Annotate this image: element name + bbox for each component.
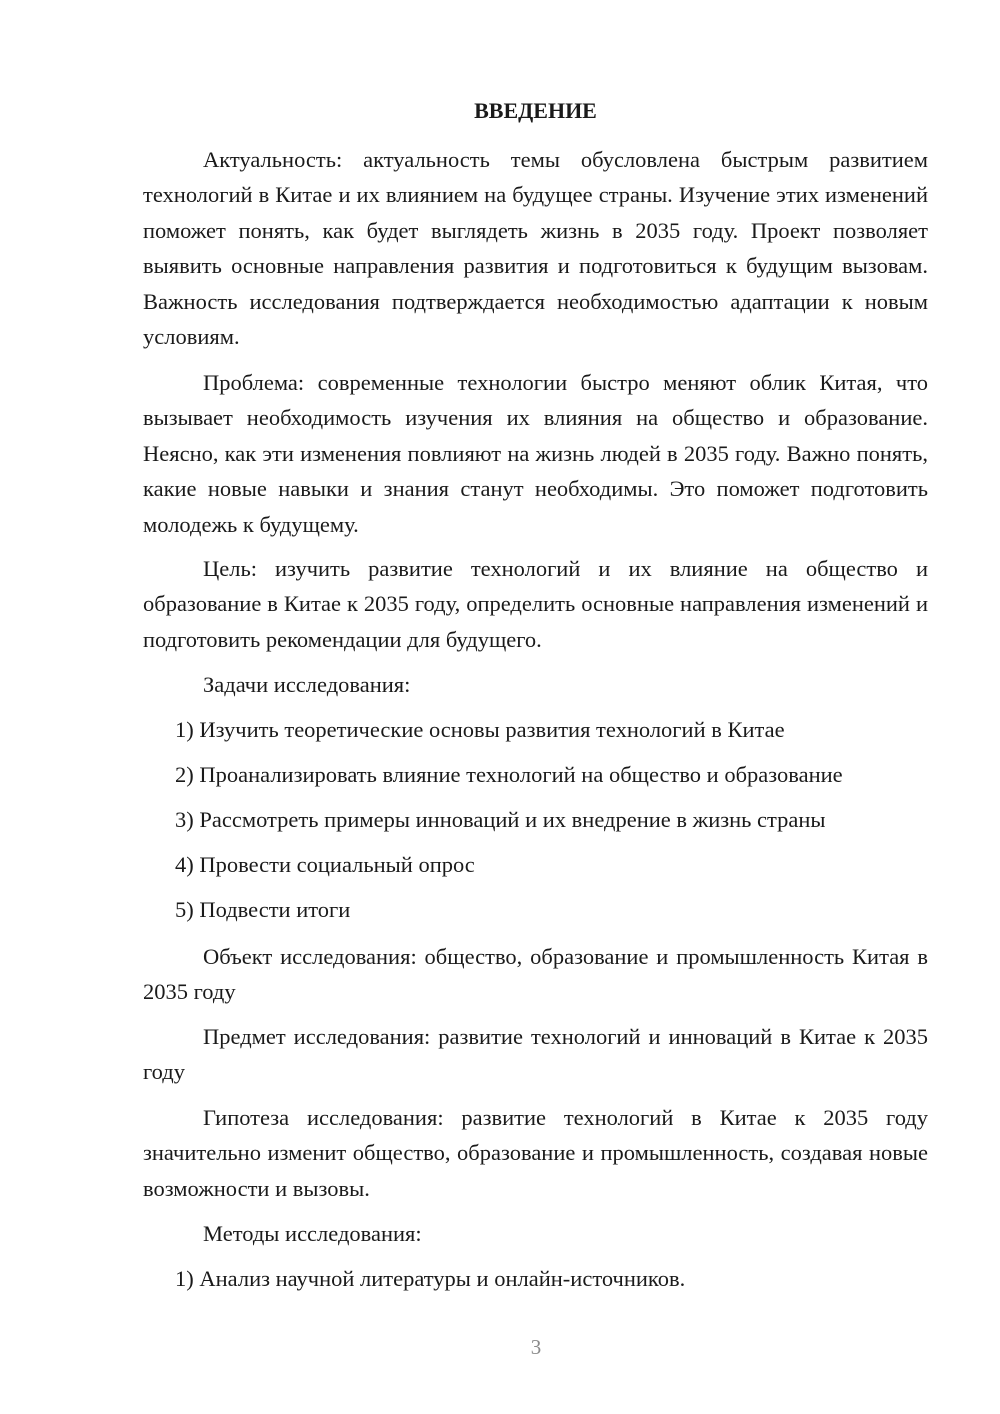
task-item: 3) Рассмотреть примеры инноваций и их внедрение в жизнь страны: [175, 807, 826, 832]
task-item: 1) Изучить теоретические основы развития технологий в Китае: [175, 717, 785, 742]
paragraph-hypothesis: Гипотеза исследования: развитие технологий в Китае к 2035 году значительно изменит общество, образование и промышленность, создавая новые возможности и вызовы.: [143, 1105, 928, 1201]
paragraph-relevance: Актуальность: актуальность темы обусловлена быстрым развитием технологий в Китае и их влиянием на будущее страны. Изучение этих изменений поможет понять, как будет выглядеть жизнь в 2035 году. Проект позволяет выявить основные направления развития и подготовиться к будущим вызовам. Важность исследования подтверждается необходимостью адаптации к новым условиям.: [143, 147, 928, 350]
task-item: 5) Подвести итоги: [175, 897, 351, 922]
task-item: 4) Провести социальный опрос: [175, 852, 475, 877]
task-item: 2) Проанализировать влияние технологий на общество и образование: [175, 762, 843, 787]
paragraph-subject: Предмет исследования: развитие технологий и инноваций в Китае к 2035 году: [143, 1024, 928, 1085]
method-item: 1) Анализ научной литературы и онлайн-источников.: [175, 1266, 686, 1291]
section-heading: ВВЕДЕНИЕ: [474, 98, 597, 123]
tasks-label: Задачи исследования:: [203, 672, 411, 697]
paragraph-goal: Цель: изучить развитие технологий и их влияние на общество и образование в Китае к 2035 году, определить основные направления изменений и подготовить рекомендации для будущего.: [143, 556, 928, 652]
paragraph-problem: Проблема: современные технологии быстро меняют облик Китая, что вызывает необходимость изучения их влияния на общество и образование. Неясно, как эти изменения повлияют на жизнь людей в 2035 году. Важно понять, какие новые навыки и знания станут необходимы. Это поможет подготовить молодежь к будущему.: [143, 370, 928, 537]
paragraph-object: Объект исследования: общество, образование и промышленность Китая в 2035 году: [143, 944, 928, 1005]
methods-label: Методы исследования:: [203, 1221, 422, 1246]
page-number: 3: [530, 1335, 542, 1359]
